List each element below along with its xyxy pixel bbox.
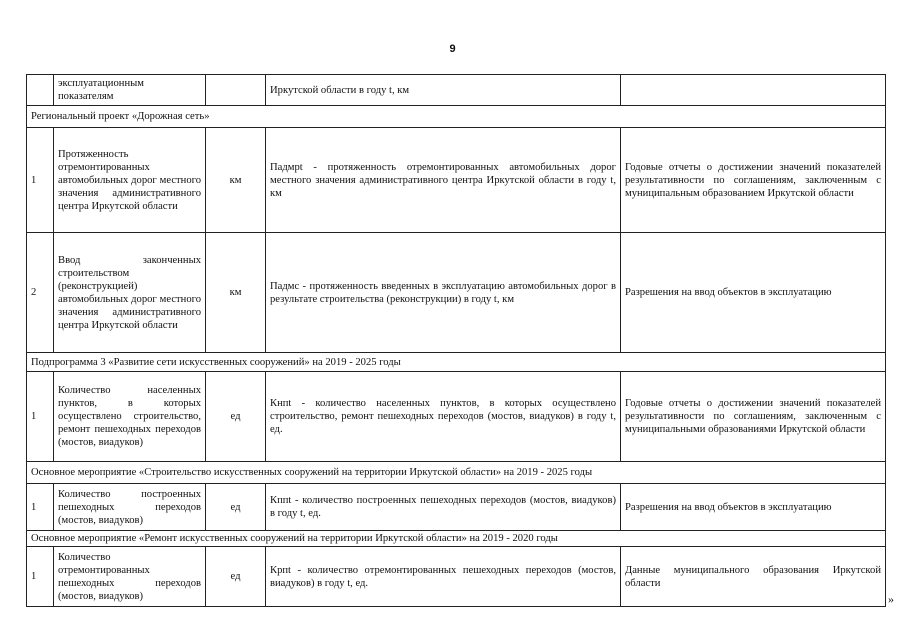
row-number-cell: 1 [27, 372, 54, 462]
formula-cell: Кппt - количество построенных пешеходных переходов (мостов, виадуков) в году t, ед. [266, 484, 621, 531]
indicator-cell: эксплуатационным показателям [54, 75, 206, 106]
indicators-table [26, 74, 886, 607]
table-row [27, 484, 886, 531]
row-number-cell: 1 [27, 484, 54, 531]
source-cell: Разрешения на ввод объектов в эксплуатацию [621, 484, 886, 531]
section-row [27, 353, 886, 372]
source-cell: Данные муниципального образования Иркутской области [621, 547, 886, 607]
table-row [27, 75, 886, 106]
section-row [27, 106, 886, 128]
unit-cell: ед [206, 547, 266, 607]
section-heading: Основное мероприятие «Строительство искусственных сооружений на территории Иркутской области» на 2019 - 2025 годы [27, 462, 886, 484]
row-number-cell: 2 [27, 233, 54, 353]
closing-quote-mark: » [888, 592, 894, 606]
table-row [27, 547, 886, 607]
indicator-cell: Ввод законченных строительством (реконструкцией) автомобильных дорог местного значения административного центра Иркутской области [54, 233, 206, 353]
formula-cell: Кнпt - количество населенных пунктов, в которых осуществлено строительство, ремонт пешеходных переходов (мостов, виадуков) в году t, ед. [266, 372, 621, 462]
section-heading: Основное мероприятие «Ремонт искусственных сооружений на территории Иркутской области» на 2019 - 2020 годы [27, 531, 886, 547]
source-cell: Разрешения на ввод объектов в эксплуатацию [621, 233, 886, 353]
row-number-cell [27, 75, 54, 106]
indicator-cell: Количество отремонтированных пешеходных переходов (мостов, виадуков) [54, 547, 206, 607]
indicator-cell: Протяженность отремонтированных автомобильных дорог местного значения административного центра Иркутской области [54, 128, 206, 233]
source-cell: Годовые отчеты о достижении значений показателей результативности по соглашениям, заключенным с муниципальным образованием Иркутской области [621, 128, 886, 233]
row-number-cell: 1 [27, 128, 54, 233]
table-row [27, 372, 886, 462]
table-row [27, 128, 886, 233]
indicator-cell: Количество построенных пешеходных переходов (мостов, виадуков) [54, 484, 206, 531]
source-cell [621, 75, 886, 106]
section-row [27, 531, 886, 547]
row-number-cell: 1 [27, 547, 54, 607]
formula-cell: Падмс - протяженность введенных в эксплуатацию автомобильных дорог в результате строительства (реконструкции) в году t, км [266, 233, 621, 353]
section-heading: Подпрограмма 3 «Развитие сети искусственных сооружений» на 2019 - 2025 годы [27, 353, 886, 372]
formula-cell: Иркутской области в году t, км [266, 75, 621, 106]
formula-cell: Кpпt - количество отремонтированных пешеходных переходов (мостов, виадуков) в году t, ед. [266, 547, 621, 607]
page-number: 9 [449, 43, 456, 55]
section-row [27, 462, 886, 484]
unit-cell: ед [206, 484, 266, 531]
unit-cell: ед [206, 372, 266, 462]
source-cell: Годовые отчеты о достижении значений показателей результативности по соглашениям, заключенным с муниципальными образованиями Иркутской области [621, 372, 886, 462]
formula-cell: Пaдмpt - протяженность отремонтированных автомобильных дорог местного значения административного центра Иркутской области в году t, км [266, 128, 621, 233]
unit-cell: км [206, 128, 266, 233]
table-row [27, 233, 886, 353]
section-heading: Региональный проект «Дорожная сеть» [27, 106, 886, 128]
unit-cell: км [206, 233, 266, 353]
indicator-cell: Количество населенных пунктов, в которых осуществлено строительство, ремонт пешеходных переходов (мостов, виадуков) [54, 372, 206, 462]
unit-cell [206, 75, 266, 106]
